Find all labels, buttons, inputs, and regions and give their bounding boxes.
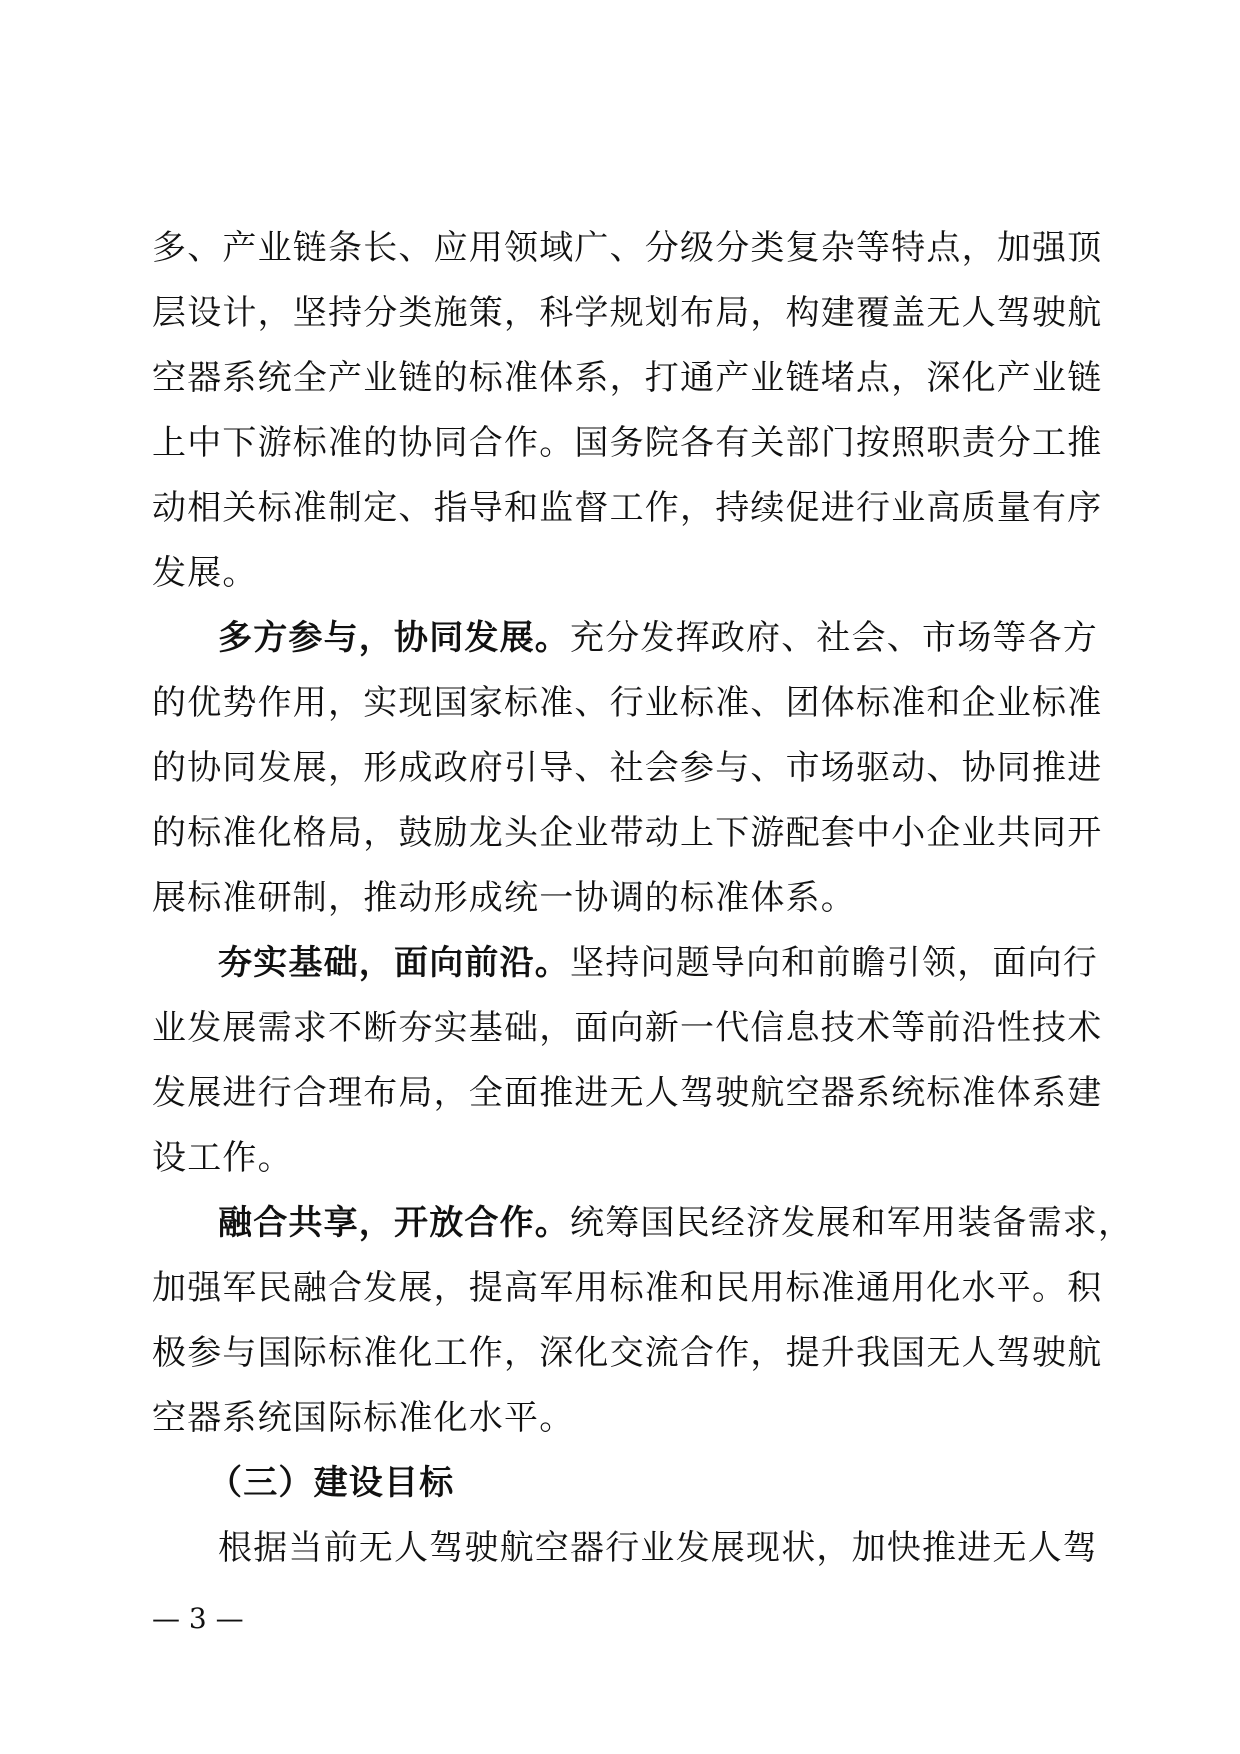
text-line: 发展进行合理布局，全面推进无人驾驶航空器系统标准体系建 bbox=[152, 1073, 1103, 1113]
paragraph-lead-text: 统筹国民经济发展和军用装备需求， bbox=[570, 1203, 1134, 1243]
text-line: 的标准化格局，鼓励龙头企业带动上下游配套中小企业共同开 bbox=[152, 813, 1103, 853]
paragraph-lead-heading: 融合共享，开放合作。 bbox=[218, 1203, 570, 1243]
text-line: 极参与国际标准化工作，深化交流合作，提升我国无人驾驶航 bbox=[152, 1333, 1103, 1373]
text-line: 展标准研制，推动形成统一协调的标准体系。 bbox=[152, 878, 856, 918]
text-line: 根据当前无人驾驶航空器行业发展现状，加快推进无人驾 bbox=[218, 1528, 1098, 1568]
paragraph-lead-text: 充分发挥政府、社会、市场等各方 bbox=[570, 618, 1098, 658]
text-line: 加强军民融合发展，提高军用标准和民用标准通用化水平。积 bbox=[152, 1268, 1103, 1308]
text-line: 发展。 bbox=[152, 553, 258, 593]
paragraph-lead-heading: 多方参与，协同发展。 bbox=[218, 618, 570, 658]
paragraph-first-line bbox=[152, 931, 1098, 996]
text-line: 上中下游标准的协同合作。国务院各有关部门按照职责分工推 bbox=[152, 423, 1103, 463]
text-line: 空器系统国际标准化水平。 bbox=[152, 1398, 575, 1438]
text-line: 设工作。 bbox=[152, 1138, 293, 1178]
text-line: 多、产业链条长、应用领域广、分级分类复杂等特点，加强顶 bbox=[152, 228, 1103, 268]
paragraph-lead-heading: 夯实基础，面向前沿。 bbox=[218, 943, 570, 983]
text-line: 的协同发展，形成政府引导、社会参与、市场驱动、协同推进 bbox=[152, 748, 1103, 788]
text-line: 空器系统全产业链的标准体系，打通产业链堵点，深化产业链 bbox=[152, 358, 1103, 398]
paragraph-lead-text: 坚持问题导向和前瞻引领，面向行 bbox=[570, 943, 1098, 983]
text-line: 动相关标准制定、指导和监督工作，持续促进行业高质量有序 bbox=[152, 488, 1103, 528]
text-line: 层设计，坚持分类施策，科学规划布局，构建覆盖无人驾驶航 bbox=[152, 293, 1103, 333]
text-line: 的优势作用，实现国家标准、行业标准、团体标准和企业标准 bbox=[152, 683, 1103, 723]
paragraph-first-line bbox=[152, 606, 1098, 671]
page-number: — 3 — bbox=[152, 1602, 244, 1635]
text-line: 业发展需求不断夯实基础，面向新一代信息技术等前沿性技术 bbox=[152, 1008, 1103, 1048]
body-text bbox=[152, 216, 1134, 1581]
paragraph-first-line bbox=[152, 1191, 1134, 1256]
section-heading: （三）建设目标 bbox=[208, 1463, 455, 1503]
